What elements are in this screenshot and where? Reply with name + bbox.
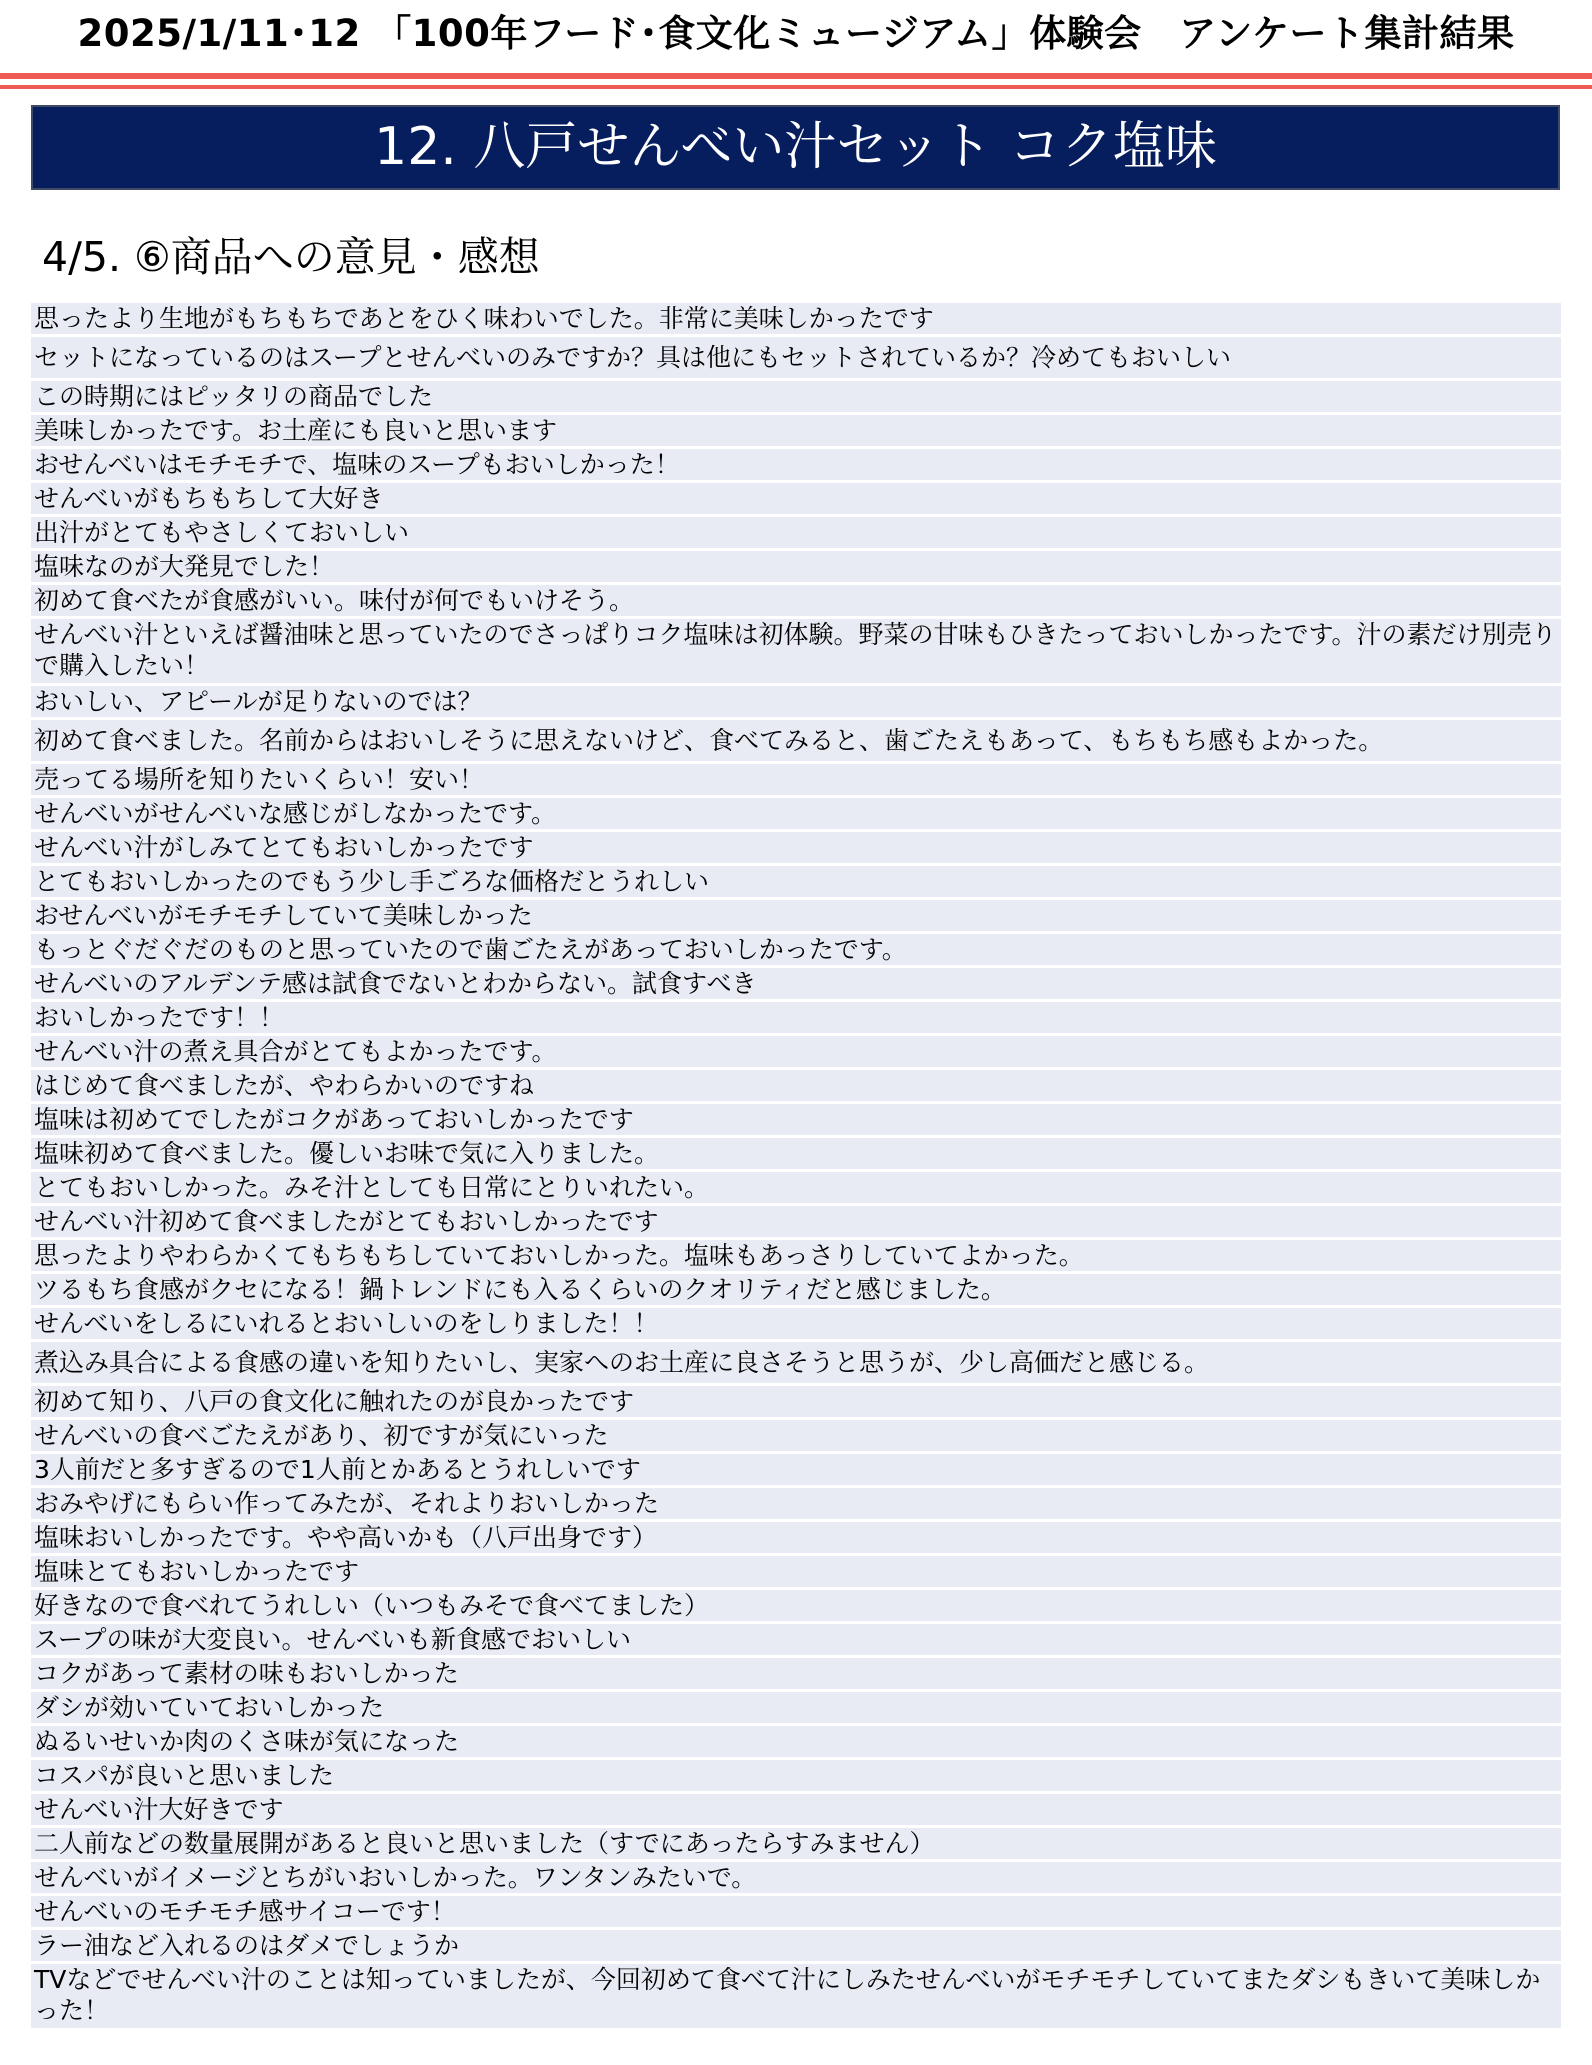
comment-list	[31, 303, 1561, 2031]
comment-row: おいしい、アピールが足りないのでは？	[31, 686, 1561, 720]
comment-row: せんべい汁初めて食べましたがとてもおいしかったです	[31, 1206, 1561, 1240]
comment-row: コクがあって素材の味もおいしかった	[31, 1658, 1561, 1692]
comment-row: せんべいがイメージとちがいおいしかった。ワンタンみたいで。	[31, 1862, 1561, 1896]
comment-row: 美味しかったです。お土産にも良いと思います	[31, 415, 1561, 449]
comment-row: 売ってる場所を知りたいくらい！安い！	[31, 764, 1561, 798]
comment-row: おせんべいはモチモチで、塩味のスープもおいしかった！	[31, 449, 1561, 483]
comment-row: コスパが良いと思いました	[31, 1760, 1561, 1794]
comment-row: この時期にはピッタリの商品でした	[31, 381, 1561, 415]
comment-row: ラー油など入れるのはダメでしょうか	[31, 1930, 1561, 1964]
comment-row: 3人前だと多すぎるので1人前とかあるとうれしいです	[31, 1454, 1561, 1488]
comment-row: 塩味おいしかったです。やや高いかも（八戸出身です）	[31, 1522, 1561, 1556]
comment-row: せんべい汁の煮え具合がとてもよかったです。	[31, 1036, 1561, 1070]
comment-row: スープの味が大変良い。せんべいも新食感でおいしい	[31, 1624, 1561, 1658]
comment-row: 二人前などの数量展開があると良いと思いました（すでにあったらすみません）	[31, 1828, 1561, 1862]
comment-row: せんべいのアルデンテ感は試食でないとわからない。試食すべき	[31, 968, 1561, 1002]
comment-row: おせんべいがモチモチしていて美味しかった	[31, 900, 1561, 934]
comment-row: 思ったより生地がもちもちであとをひく味わいでした。非常に美味しかったです	[31, 303, 1561, 337]
comment-row: せんべいの食べごたえがあり、初ですが気にいった	[31, 1420, 1561, 1454]
comment-row: おみやげにもらい作ってみたが、それよりおいしかった	[31, 1488, 1561, 1522]
section-heading: 4/5. ⑥商品への意見・感想	[42, 233, 540, 281]
comment-row: せんべいのモチモチ感サイコーです！	[31, 1896, 1561, 1930]
comment-row: 初めて食べました。名前からはおいしそうに思えないけど、食べてみると、歯ごたえもあって、もちもち感もよかった。	[31, 720, 1561, 764]
comment-row: 思ったよりやわらかくてもちもちしていておいしかった。塩味もあっさりしていてよかった。	[31, 1240, 1561, 1274]
comment-row: 煮込み具合による食感の違いを知りたいし、実家へのお土産に良さそうと思うが、少し高価だと感じる。	[31, 1342, 1561, 1386]
comment-row: TVなどでせんべい汁のことは知っていましたが、今回初めて食べて汁にしみたせんべいがモチモチしていてまたダシもきいて美味しかった！	[31, 1964, 1561, 2031]
comment-row: ツるもち食感がクセになる！鍋トレンドにも入るくらいのクオリティだと感じました。	[31, 1274, 1561, 1308]
comment-row: せんべい汁大好きです	[31, 1794, 1561, 1828]
comment-row: とてもおいしかったのでもう少し手ごろな価格だとうれしい	[31, 866, 1561, 900]
comment-row: おいしかったです！！	[31, 1002, 1561, 1036]
comment-row: 塩味なのが大発見でした！	[31, 551, 1561, 585]
comment-row: ぬるいせいか肉のくさ味が気になった	[31, 1726, 1561, 1760]
comment-row: 塩味は初めてでしたがコクがあっておいしかったです	[31, 1104, 1561, 1138]
comment-row: ダシが効いていておいしかった	[31, 1692, 1561, 1726]
comment-row: せんべいがせんべいな感じがしなかったです。	[31, 798, 1561, 832]
comment-row: 塩味とてもおいしかったです	[31, 1556, 1561, 1590]
comment-row: セットになっているのはスープとせんべいのみですか？具は他にもセットされているか？冷めてもおいしい	[31, 337, 1561, 381]
report-title: 2025/1/11･12 「100年フード･食文化ミュージアム」体験会 アンケート集計結果	[77, 12, 1515, 55]
header-divider-thick	[0, 73, 1592, 79]
comment-row: 好きなので食べれてうれしい（いつもみそで食べてました）	[31, 1590, 1561, 1624]
comment-row: はじめて食べましたが、やわらかいのですね	[31, 1070, 1561, 1104]
comment-row: 塩味初めて食べました。優しいお味で気に入りました。	[31, 1138, 1561, 1172]
comment-row: 初めて知り、八戸の食文化に触れたのが良かったです	[31, 1386, 1561, 1420]
comment-row: とてもおいしかった。みそ汁としても日常にとりいれたい。	[31, 1172, 1561, 1206]
header-divider-thin	[0, 85, 1592, 89]
comment-row: せんべい汁がしみてとてもおいしかったです	[31, 832, 1561, 866]
comment-row: もっとぐだぐだのものと思っていたので歯ごたえがあっておいしかったです。	[31, 934, 1561, 968]
comment-row: 出汁がとてもやさしくておいしい	[31, 517, 1561, 551]
comment-row: せんべいをしるにいれるとおいしいのをしりました！！	[31, 1308, 1561, 1342]
product-title-banner	[31, 105, 1560, 190]
comment-row: せんべいがもちもちして大好き	[31, 483, 1561, 517]
comment-row: せんべい汁といえば醤油味と思っていたのでさっぱりコク塩味は初体験。野菜の甘味もひきたっておいしかったです。汁の素だけ別売りで購入したい！	[31, 619, 1561, 686]
product-title: 12. 八戸せんべい汁セット コク塩味	[374, 117, 1217, 177]
comment-row: 初めて食べたが食感がいい。味付が何でもいけそう。	[31, 585, 1561, 619]
